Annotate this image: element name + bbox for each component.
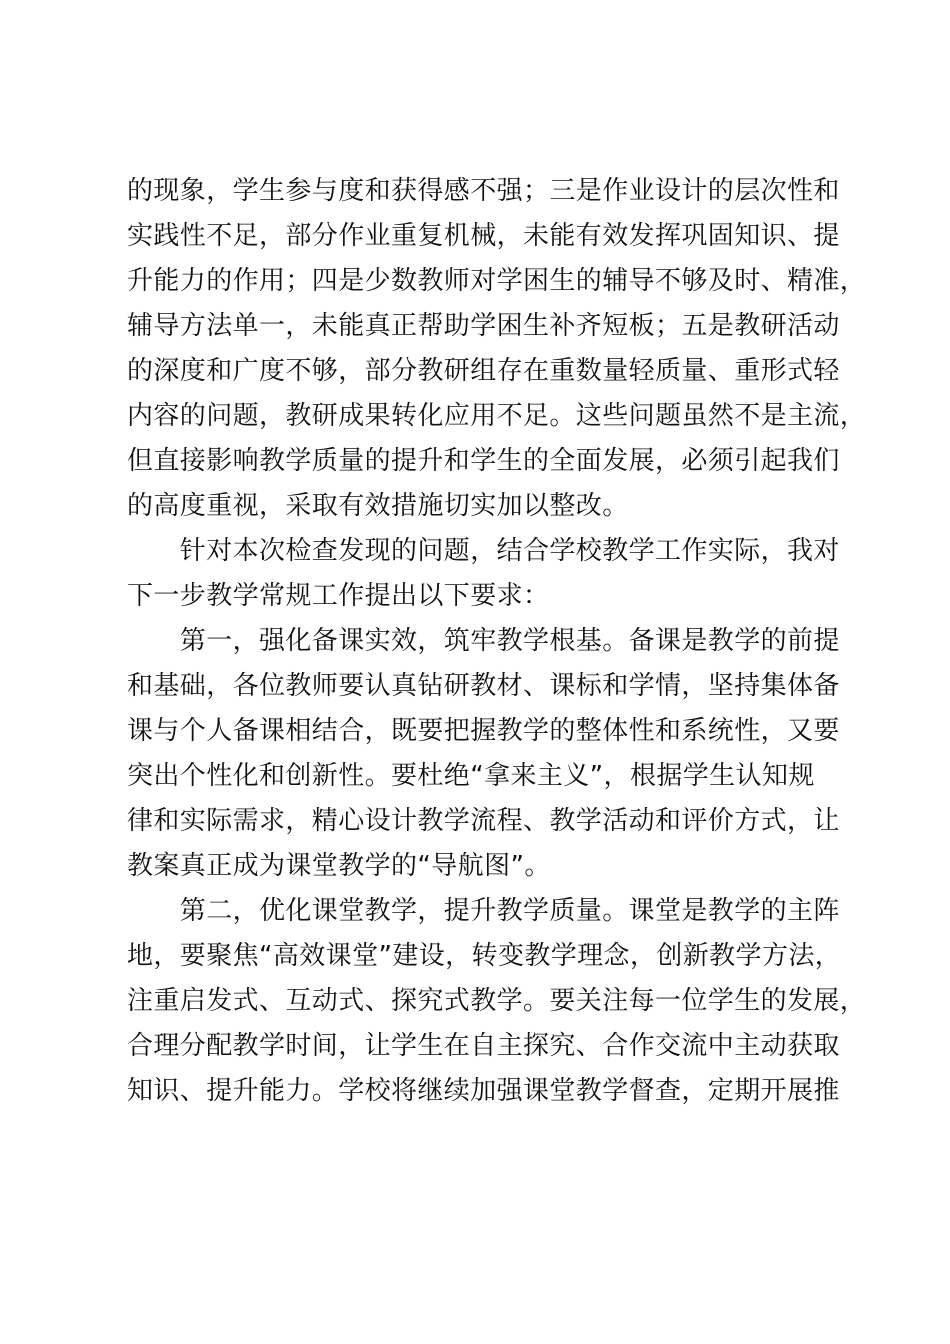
- text-line: 合理分配教学时间，让学生在自主探究、合作交流中主动获取: [127, 1031, 840, 1061]
- text-line: 内容的问题，教研成果转化应用不足。这些问题虽然不是主流，: [127, 401, 867, 431]
- document-body: [127, 169, 867, 1114]
- text-line: 突出个性化和创新性。要杜绝“拿来主义”，根据学生认知规: [127, 761, 815, 791]
- text-line: 和基础，各位教师要认真钻研教材、课标和学情，坚持集体备: [127, 671, 840, 701]
- text-line: 教案真正成为课堂教学的“导航图”。: [127, 851, 551, 881]
- text-line: 但直接影响教学质量的提升和学生的全面发展，必须引起我们: [127, 446, 840, 476]
- text-line: 律和实际需求，精心设计教学流程、教学活动和评价方式，让: [127, 806, 840, 836]
- text-line: 第一，强化备课实效，筑牢教学根基。备课是教学的前提: [127, 626, 840, 656]
- text-line: 第二，优化课堂教学，提升教学质量。课堂是教学的主阵: [127, 896, 840, 926]
- text-line: 地，要聚焦“高效课堂”建设，转变教学理念，创新教学方法，: [127, 941, 842, 971]
- text-line: 注重启发式、互动式、探究式教学。要关注每一位学生的发展，: [127, 986, 867, 1016]
- text-line: 升能力的作用；四是少数教师对学困生的辅导不够及时、精准，: [127, 266, 867, 296]
- text-line: 实践性不足，部分作业重复机械，未能有效发挥巩固知识、提: [127, 221, 840, 251]
- text-line: 的现象，学生参与度和获得感不强；三是作业设计的层次性和: [127, 176, 840, 206]
- text-line: 的高度重视，采取有效措施切实加以整改。: [127, 491, 629, 521]
- text-line: 针对本次检查发现的问题，结合学校教学工作实际，我对: [127, 536, 840, 566]
- text-line: 下一步教学常规工作提出以下要求：: [127, 581, 550, 611]
- text-line: 课与个人备课相结合，既要把握教学的整体性和系统性，又要: [127, 716, 840, 746]
- text-line: 知识、提升能力。学校将继续加强课堂教学督查，定期开展推: [127, 1076, 840, 1106]
- text-line: 辅导方法单一，未能真正帮助学困生补齐短板；五是教研活动: [127, 311, 840, 341]
- text-line: 的深度和广度不够，部分教研组存在重数量轻质量、重形式轻: [127, 356, 840, 386]
